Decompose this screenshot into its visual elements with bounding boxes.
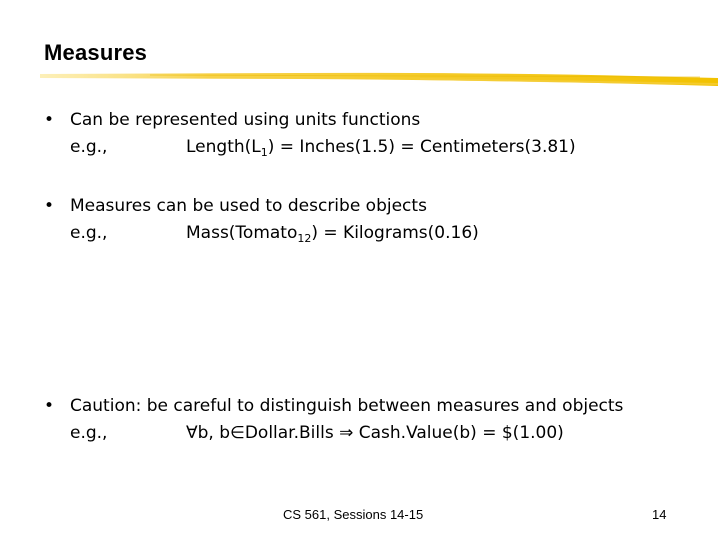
bullet-text: Caution: be careful to distinguish between measures and objects [70, 396, 624, 416]
bullet-marker: • [44, 110, 55, 130]
example-label: e.g., [70, 423, 108, 443]
bullet-text: Measures can be used to describe objects [70, 196, 427, 216]
example-expression: Mass(Tomato$_{12}$) = Kilograms(0.16) [186, 223, 479, 245]
slide-title: Measures [44, 40, 148, 65]
example-expression: $Length(L_1)$ = Inches(1.5) = Centimeters(3.81) [186, 137, 576, 159]
bullet-1 [44, 107, 576, 161]
example-label: e.g., [70, 223, 108, 243]
slide-footer: CS 561, Sessions 14-15 [283, 507, 424, 522]
bullet-text: Can be represented using units functions [70, 110, 421, 130]
bullet-marker: • [44, 196, 55, 216]
bullet-2 [44, 193, 479, 247]
bullet-marker: • [44, 396, 55, 416]
page-number: 14 [652, 507, 667, 522]
example-label: e.g., [70, 137, 108, 157]
example-expression: ∀b, b∈Dollar.Bills ⇒ Cash.Value(b) = $(1.00) [186, 423, 564, 443]
bullet-3 [44, 393, 623, 447]
title-underline [0, 0, 720, 110]
